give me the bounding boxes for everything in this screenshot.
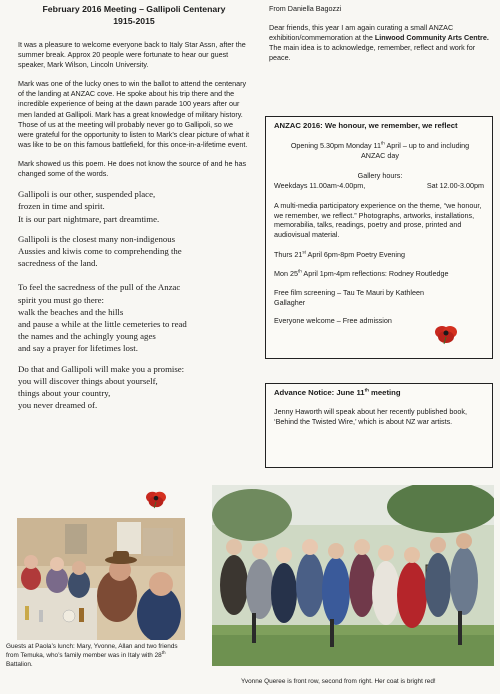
advance-notice-box (265, 383, 493, 468)
poem-line: Aussies and kiwis come to comprehending the (18, 245, 182, 256)
poem-line: and say a prayer for lifetimes lost. (18, 343, 138, 354)
notice-title-sup: th (364, 387, 369, 393)
poem-stanza-2 (18, 233, 250, 270)
lunch-caption (6, 643, 184, 669)
poem-line: things about your country, (18, 387, 111, 398)
notice-body: Jenny Haworth will speak about her recently published book, ‘Behind the Twisted Wire,’ which is about NZ war artists. (274, 407, 467, 426)
article-paragraph-2: Mark was one of the lucky ones to win the ballot to attend the centenary of the landing at ANZAC cove. He spoke about his trip there and the incredible experience of being at the dawn parade 100 years after our men landed at Gallipoli. Mark has a great knowledge of military history. Those of us at the meeting will probably never go to Gallipoli, so we were grateful for the opportunity to listen to Mark’s clear picture of what it was like to be on this famous battlefield, for this once-in-a-lifetime event. (18, 79, 250, 149)
lunch-photo (17, 518, 185, 640)
poem-stanza-1 (18, 188, 250, 225)
lunch-caption-2: with 28 (141, 651, 162, 659)
notice-title-1: Advance Notice: June 11 (274, 388, 365, 397)
experience-description: A multi-media participatory experience on the theme, “we honour, we remember, we reflect.” Photographs, artworks, installations, memorabilia, talks, readings, poetry and prose, printed and audiovisual material. (274, 200, 482, 240)
group-caption: Yvonne Queree is front row, second from right. Her coat is bright red! (241, 678, 436, 685)
lunch-photo-image (17, 518, 185, 640)
poem-line: the names and the achingly young ages (18, 331, 156, 342)
poppy-icon (145, 489, 167, 509)
opening-text-1: Opening 5.30pm Monday 11 (290, 141, 381, 150)
opening-text-2: April – up to and including (384, 141, 470, 150)
poem (18, 188, 250, 411)
gallery-hours-row (274, 181, 486, 191)
article-paragraph-3: Mark showed us this poem. He does not know the source of and he has changed some of the words. (18, 158, 247, 179)
group-photo-image (212, 485, 494, 666)
weekday-hours: Weekdays 11.00am-4.00pm, (274, 180, 366, 190)
from-label: From Daniella Bagozzi (269, 4, 342, 13)
article-paragraph-1: It was a pleasure to welcome everyone back to Italy Star Assn, after the summer break. Approx 20 people were fortunate to hear our guest speaker, Mark Wilson, Lincoln University. (18, 40, 246, 70)
lunch-caption-sup: th (161, 649, 166, 655)
intro-venue: Linwood Community Arts Centre. (374, 33, 489, 43)
poem-line: you never dreamed of. (18, 400, 98, 411)
lunch-caption-1: Guests at Paola’s lunch: Mary, Yvonne, Allan and two friends from Temuka, who’s family member was in Italy (6, 643, 178, 659)
poem-line: walk the beaches and the hills (18, 306, 124, 317)
right-column (265, 4, 493, 63)
opening-text-3: ANZAC day (361, 150, 399, 160)
notice-title (274, 388, 486, 398)
poem-line: you will discover things about yourself, (18, 375, 158, 386)
poem-line: Gallipoli is the closest many non-indigenous (18, 233, 176, 244)
reflect-sup: th (297, 268, 302, 274)
poetry-evening (274, 250, 486, 260)
poem-line: To feel the sacredness of the pull of the Anzac (18, 282, 181, 293)
opening-info (274, 141, 486, 161)
left-column (18, 4, 250, 411)
opening-sup: th (381, 140, 385, 146)
notice-title-2: meeting (368, 388, 401, 397)
event-box (265, 116, 493, 359)
reflections-session (274, 269, 486, 279)
poem-line: and pause a while at the little cemeteries to read (18, 318, 187, 329)
poem-line: Do that and Gallipoli will make you a promise: (18, 363, 185, 374)
headline-line-1: February 2016 Meeting – Gallipoli Centenary (42, 4, 226, 14)
group-photo (212, 485, 494, 666)
poem-line: spirit you must go there: (18, 294, 105, 305)
lunch-caption-3: Battalion. (6, 660, 33, 668)
poppy-icon (434, 323, 458, 345)
poetry-text-2: April 6pm-8pm Poetry Evening (305, 250, 406, 260)
poetry-sup: st (302, 249, 306, 255)
saturday-hours: Sat 12.00-3.00pm (426, 180, 484, 190)
film-screening: Free film screening – Tau Te Mauri by Kathleen Gallagher (274, 288, 424, 307)
intro-text-2: The main idea is to acknowledge, remember, reflect and work for peace. (269, 43, 476, 63)
article-headline (18, 4, 250, 27)
poem-stanza-4 (18, 363, 250, 412)
poem-stanza-3 (18, 281, 250, 354)
headline-line-2: 1915-2015 (113, 15, 155, 26)
poetry-text-1: Thurs 21 (274, 250, 303, 260)
reflect-text-2: April 1pm-4pm reflections: Rodney Routledge (301, 269, 449, 279)
admission-note: Everyone welcome – Free admission (274, 315, 392, 325)
intro-text-1: Dear friends, this year I am again curating a small ANZAC exhibition/commemoration at the (269, 23, 454, 43)
intro-paragraph (269, 23, 493, 63)
poem-line: sacredness of the land. (18, 258, 98, 269)
gallery-hours-title: Gallery hours: (357, 170, 403, 180)
reflect-text-1: Mon 25 (274, 269, 298, 279)
poem-line: frozen in time and spirit. (18, 201, 105, 212)
poem-line: Gallipoli is our other, suspended place, (18, 189, 156, 200)
event-box-title: ANZAC 2016: We honour, we remember, we reflect (274, 121, 458, 130)
poem-line: It is our part nightmare, part dreamtime. (18, 213, 160, 224)
